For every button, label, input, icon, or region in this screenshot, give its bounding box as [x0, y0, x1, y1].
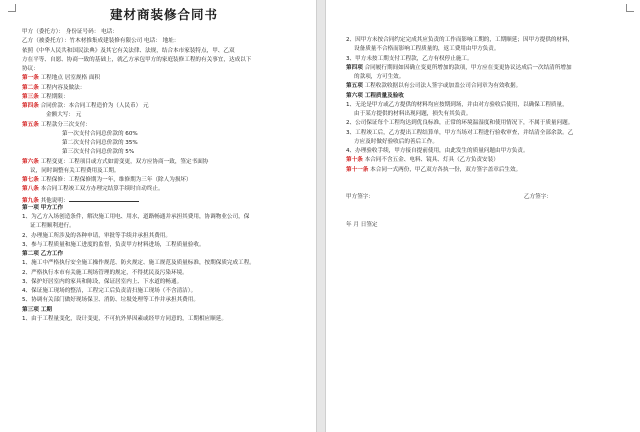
clause-number: 第六条 — [22, 158, 39, 165]
payment-line: 第二次支付合同总价款的 35% — [62, 140, 138, 146]
clause-2 — [22, 84, 306, 93]
clause-8 — [22, 185, 306, 194]
section-heading: 第四项 — [346, 64, 363, 71]
clause-number: 第一条 — [22, 75, 39, 82]
section-4 — [346, 64, 628, 73]
party-b-line: 乙方（被委托方）：竹木材推集成建装修有限公司 电话： 地址： — [22, 38, 180, 45]
clause-number: 第八条 — [22, 186, 39, 193]
preamble-line: 协议： — [22, 66, 39, 72]
clause-text: 合同价款：本合同工程造价为（人民币） 元 — [40, 103, 149, 109]
clause-1 — [22, 74, 306, 83]
clause-text: 工程地点 居室规格 面积 — [40, 75, 101, 82]
party-a-line: 甲方（委托方）： 身份证号码： 电话： — [22, 29, 118, 35]
section-line: 1、由于工程量变化，设计变更，不可抗外界因素或经甲方同意的，工期相应顺延。 — [22, 315, 227, 322]
signing-date: 年 月 日签定 — [346, 222, 378, 228]
clause-11 — [346, 166, 628, 175]
clause-6-cont: 议，同时调整有关工程费用及工期。 — [30, 167, 120, 174]
clause-4 — [22, 102, 306, 111]
section-line: 由于某方提供的材料出现问题，损失有其负责。 — [354, 111, 472, 117]
preamble-line: 方在平等、自愿、协商一致的基础上，就乙方承包甲方的家庭装修工程的有关事宜，达成以下 — [22, 56, 252, 63]
section-line: 3、工程竣工后，乙方提出工程结算单，甲方当场对工程进行验收审查，并结清全部余款。乙 — [346, 129, 574, 136]
section-line: 2、办理施工所涉及的各种申请，审批等手续并承担其费用。 — [22, 232, 171, 239]
document-page-left — [0, 0, 316, 432]
clause-text: 工程款分三次支付： — [40, 121, 91, 128]
clause-number: 第五条 — [22, 121, 39, 128]
signature-row — [346, 193, 628, 202]
section-line: 4、保证施工现场的整洁，工程完工后负责清扫施工现场（不含清洁）。 — [22, 288, 197, 294]
party-b-signature-label: 乙方签字： — [523, 194, 552, 201]
section-line: 1、为乙方入场创造条件，解决施工用电、用水，道路畅通并承担其费用，协调物业公司，保 — [22, 214, 250, 220]
clause-text: 本合同不含五金、电料、镜具、灯具（乙方负责安装） — [364, 157, 499, 164]
payment-line: 第三次支付合同总价款的 5% — [62, 149, 135, 156]
clause-3 — [22, 93, 306, 102]
section-heading: 第三项 工期 — [22, 306, 52, 313]
clause-number: 第九条 — [22, 197, 39, 204]
section-text: 合同履行期间如因确立变更所增加的款项，甲方应在变更协议达成后一次结清所增加 — [364, 64, 572, 71]
section-heading: 第一项 甲方工作 — [22, 204, 64, 211]
clause-5 — [22, 121, 306, 130]
clause-9 — [22, 195, 306, 204]
section-5 — [346, 82, 628, 91]
section-heading: 第五项 — [346, 83, 363, 90]
section-line: 3、参与工程质量和施工进度的监督，负责甲方材料进场，工程质量验收。 — [22, 241, 205, 248]
clause-number: 第七条 — [22, 177, 39, 183]
clause-10 — [346, 156, 628, 165]
price-upper-line: 金额大写： 元 — [46, 112, 82, 119]
fill-in-underline — [69, 195, 139, 202]
section-line: 方应及时做好验收后的善后工作。 — [354, 138, 438, 145]
margin-corner-mark — [626, 4, 634, 12]
section-line: 2、因甲方未按合同约定完成其应负责的工作而影响工期的，工期顺延；因甲方提供的材料， — [346, 37, 574, 43]
spacer — [346, 184, 628, 193]
clause-number: 第三条 — [22, 93, 39, 100]
preamble-line: 依照《中华人民共和国民法典》及其它有关法律、法规，结合本市家装特点，甲、乙双 — [22, 47, 235, 54]
section-line: 证工程顺利进行。 — [30, 223, 75, 230]
section-line: 5、协调有关部门做好现场保卫、消防、垃圾处理等工作并承担其费用。 — [22, 297, 199, 304]
section-heading: 第六项 工程质量及验收 — [346, 92, 404, 99]
page-gutter — [316, 0, 326, 432]
clause-6 — [22, 158, 306, 167]
clause-text: 工程变更：工程项目或方式如需变更，双方应协商一致，签定书面协 — [40, 158, 209, 165]
party-a-signature-label: 甲方签字： — [346, 194, 374, 201]
clause-number: 第十条 — [346, 157, 363, 164]
section-line: 的款项，方可生效。 — [354, 74, 405, 80]
payment-line: 第一次支付合同总价款的 60% — [62, 130, 138, 137]
section-line: 4、办理验收手续，甲方接自提前使用，由此发生的质量问题由甲方负责。 — [346, 148, 529, 154]
section-heading: 第二项 乙方工作 — [22, 251, 64, 257]
section-line: 3、保护好居室内的家具和陈设，保证居室内上、下水道的畅通。 — [22, 278, 183, 285]
contract-title: 建材商装修合同书 — [109, 7, 218, 22]
clause-text: 工程期限： — [40, 93, 69, 100]
clause-7 — [22, 176, 306, 185]
spacer — [346, 203, 628, 212]
clause-text: 其他说明： — [40, 197, 69, 204]
margin-corner-mark — [8, 4, 16, 12]
section-line: 设备质量不合格而影响工程质量的，返工费用由甲方负责。 — [354, 46, 500, 53]
section-text: 工程收款收据以有公司法人签字或加盖公司合同章为有效收据。 — [364, 83, 522, 90]
clause-number: 第二条 — [22, 84, 39, 91]
section-line: 2、公司保证每个工程均达到优良标准，正常的环境温湿度和使用情况下，不属于质量问题。 — [346, 120, 574, 127]
clause-number: 第十一条 — [346, 166, 369, 173]
section-line: 1、施工中严格执行安全施工操作规范、防火规定、施工规范及质量标准，按期保质完成工程。 — [22, 260, 255, 267]
spacer — [346, 212, 628, 221]
section-line: 3、甲方未按工期支付工程款，乙方有权停止施工。 — [346, 55, 473, 62]
spacer — [346, 175, 628, 184]
clause-text: 本合同一式两份，甲乙双方各执一份，双方签字盖章后生效。 — [370, 166, 522, 173]
clause-text: 工程内容及做法： — [40, 84, 86, 91]
clause-text: 本合同工程竣工双方办理完结算手续时自动终止。 — [40, 186, 164, 193]
section-line: 1、无论是甲方或乙方提供的材料均应按期到场，并由对方验收后使用，以确保工程质量， — [346, 101, 568, 108]
clause-text: 工程保修：工程保修期为一年，维修期为三年（除人为损坏） — [40, 177, 192, 183]
document-page-right — [326, 0, 640, 432]
clause-number: 第四条 — [22, 103, 39, 109]
section-line: 2、严格执行本市有关施工现场管理的规定，不得扰民及污染环境。 — [22, 269, 188, 276]
